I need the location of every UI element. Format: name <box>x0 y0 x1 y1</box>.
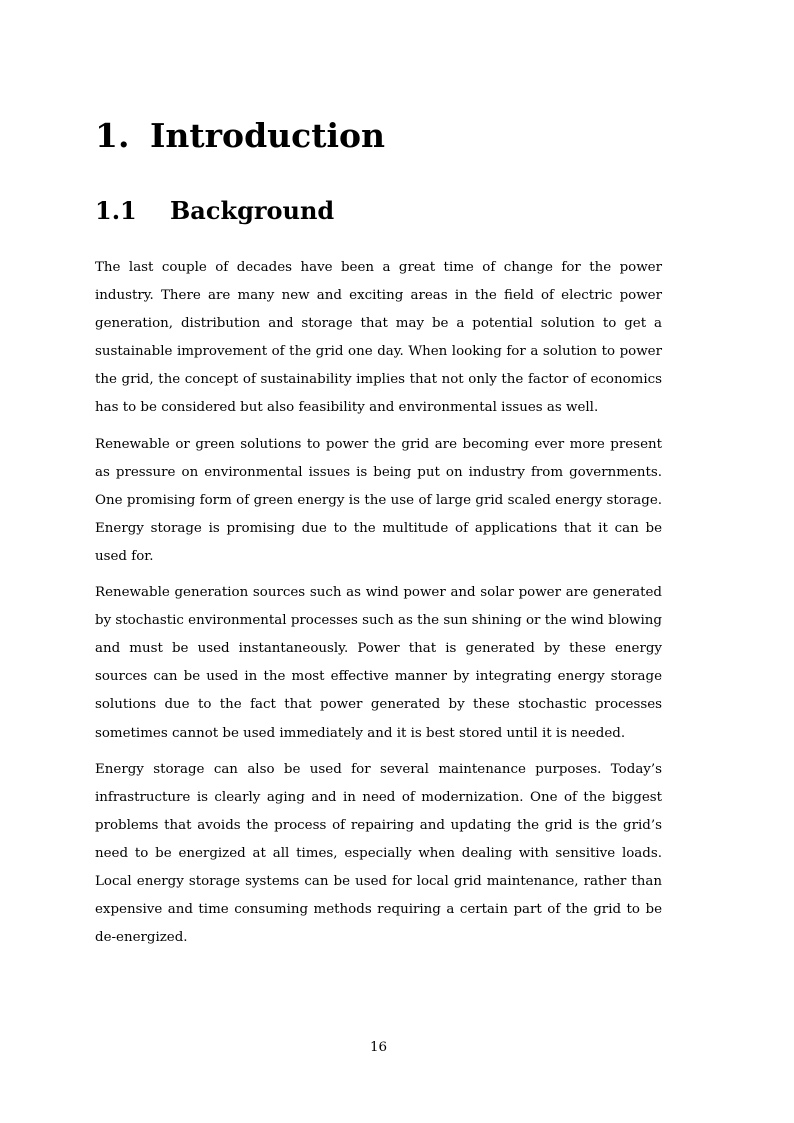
paragraph: The last couple of decades have been a great time of change for the power industry. There are many new and exciting areas in the field of electric power generation, distribution and storage that may be a potential solution to get a sustainable improvement of the grid one day. When looking for a solution to power the grid, the concept of sustainability implies that not only the factor of economics has to be considered but also feasibility and environmental issues as well. <box>95 260 662 416</box>
paragraph: Renewable generation sources such as wind power and solar power are generated by stochastic environmental processes such as the sun shining or the wind blowing and must be used instantaneously. Power that is generated by these energy sources can be used in the most effective manner by integrating energy storage solutions due to the fact that power generated by these stochastic processes sometimes cannot be used immediately and it is best stored until it is needed. <box>95 585 662 741</box>
paragraph: Energy storage can also be used for several maintenance purposes. Today’s infrastructure is clearly aging and in need of modernization. One of the biggest problems that avoids the process of repairing and updating the grid is the grid’s need to be energized at all times, especially when dealing with sensitive loads. Local energy storage systems can be used for local grid maintenance, rather than expensive and time consuming methods requiring a certain part of the grid to be de-energized. <box>95 761 662 946</box>
chapter-title: Introduction <box>150 116 386 155</box>
paragraph: Renewable or green solutions to power the grid are becoming ever more present as pressure on environmental issues is being put on industry from governments. One promising form of green energy is the use of large grid scaled energy storage. Energy storage is promising due to the multitude of applications that it can be used for. <box>95 436 662 564</box>
page-number: 16 <box>369 1040 388 1055</box>
section-number: 1.1 <box>95 196 137 225</box>
chapter-heading <box>95 112 385 160</box>
section-title: Background <box>170 196 335 225</box>
body-text <box>95 254 662 960</box>
section-heading <box>95 194 334 228</box>
chapter-number: 1. <box>95 116 130 155</box>
